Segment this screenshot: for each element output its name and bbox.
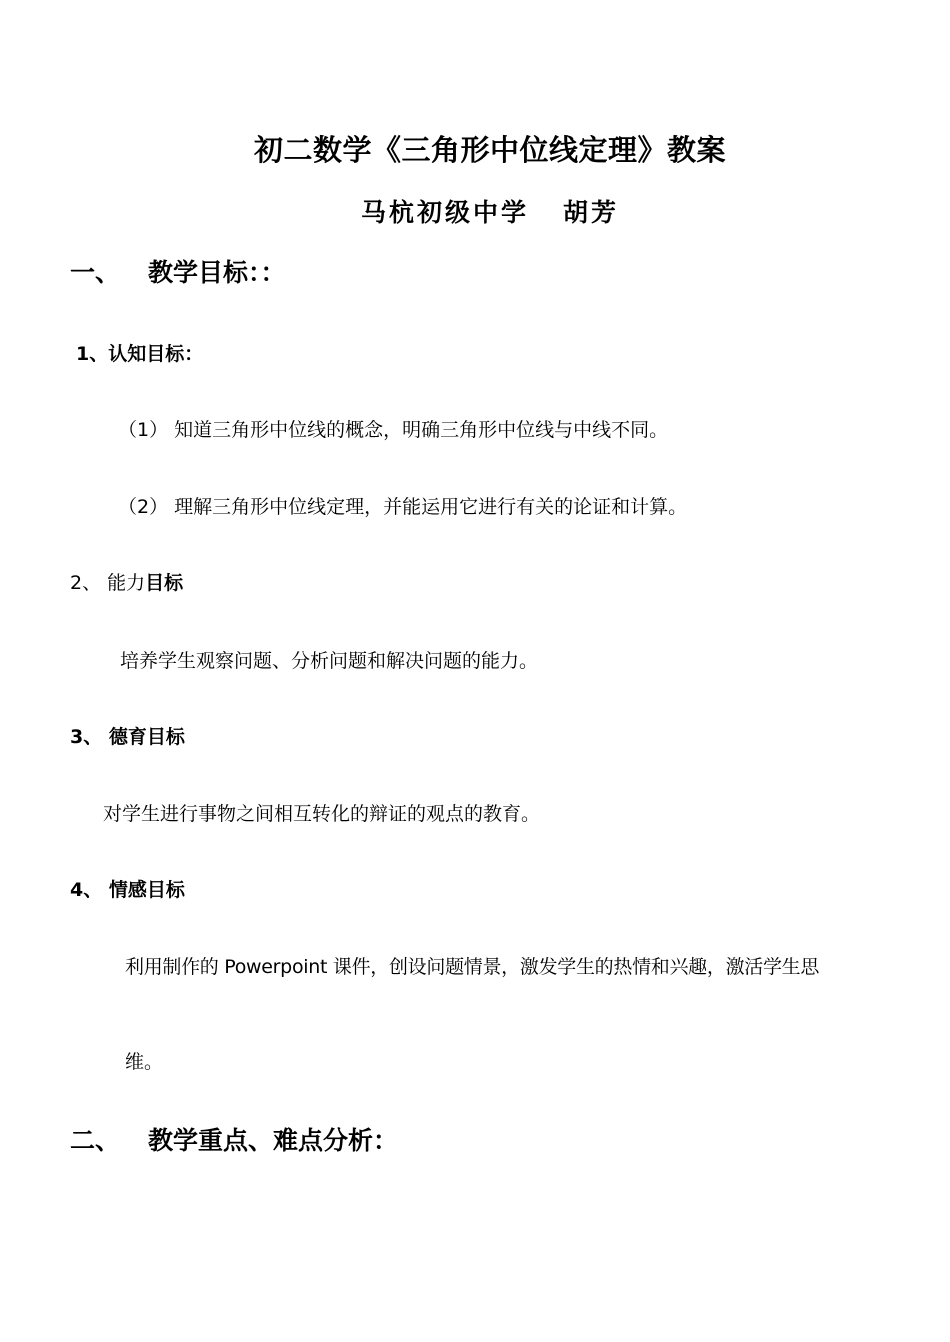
emotion-goal-text-line-1: 利用制作的 Powerpoint 课件，创设问题情景，激发学生的热情和兴趣，激活学生思 <box>125 956 820 978</box>
section-1-title: 教学目标：： <box>148 258 286 287</box>
section-2-heading <box>70 1121 398 1157</box>
author-school: 马杭初级中学 <box>360 198 529 227</box>
ability-goal-text: 培养学生观察问题、分析问题和解决问题的能力。 <box>120 650 539 672</box>
moral-goal-text: 对学生进行事物之间相互转化的辩证的观点的教育。 <box>103 803 541 825</box>
cognitive-goal-heading: 1、认知目标： <box>76 343 204 365</box>
section-1-heading <box>70 253 286 289</box>
cognitive-goal-item-2: （2） 理解三角形中位线定理，并能运用它进行有关的论证和计算。 <box>118 496 688 518</box>
ability-goal-heading <box>70 568 183 595</box>
cognitive-goal-item-1: （1） 知道三角形中位线的概念，明确三角形中位线与中线不同。 <box>118 419 669 441</box>
section-1-number: 一、 <box>70 258 121 287</box>
author-name: 胡芳 <box>563 198 620 227</box>
document-title: 初二数学《三角形中位线定理》教案 <box>253 133 726 167</box>
ability-goal-heading-prefix: 2、 能力 <box>70 572 146 594</box>
section-2-number: 二、 <box>70 1126 121 1155</box>
moral-goal-heading: 3、 德育目标 <box>70 726 185 748</box>
emotion-goal-heading: 4、 情感目标 <box>70 879 185 901</box>
author-line <box>0 193 950 229</box>
section-2-title: 教学重点、难点分析： <box>148 1126 399 1155</box>
ability-goal-heading-suffix: 目标 <box>145 572 184 594</box>
emotion-goal-text-line-2: 维。 <box>125 1051 164 1073</box>
